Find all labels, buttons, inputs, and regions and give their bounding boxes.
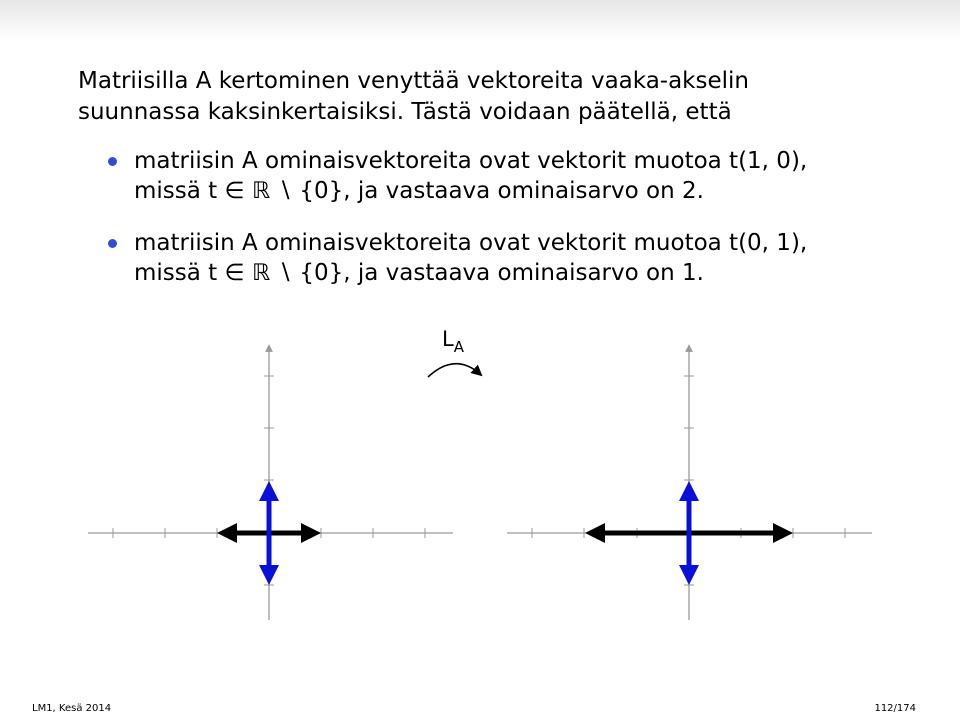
map-label: $L_A$: [442, 327, 464, 356]
map-indicator: [428, 327, 480, 377]
right-coordinate-system: [507, 348, 872, 620]
footer-course-label: LM1, Kesä 2014: [32, 703, 112, 714]
bullet-2-line-1: matriisin A ominaisvektoreita ovat vektorit muotoa t(0, 1),: [134, 230, 808, 256]
intro-line-1: Matriisilla A kertominen venyttää vektoreita vaaka-akselin: [78, 68, 749, 94]
map-arrow-icon: [428, 364, 480, 377]
bullet-1-line-1: matriisin A ominaisvektoreita ovat vektorit muotoa t(1, 0),: [134, 148, 808, 174]
intro-line-2: suunnassa kaksinkertaisiksi. Tästä voidaan päätellä, että: [78, 99, 732, 125]
left-coordinate-system: [88, 348, 453, 620]
footer-page-number: 112/174: [874, 703, 916, 714]
footer: [0, 700, 960, 718]
bullet-1-line-2: missä t ∈ ℝ ∖ {0}, ja vastaava ominaisarvo on 2.: [134, 178, 704, 204]
bullet-2-line-2: missä t ∈ ℝ ∖ {0}, ja vastaava ominaisarvo on 1.: [134, 260, 704, 286]
